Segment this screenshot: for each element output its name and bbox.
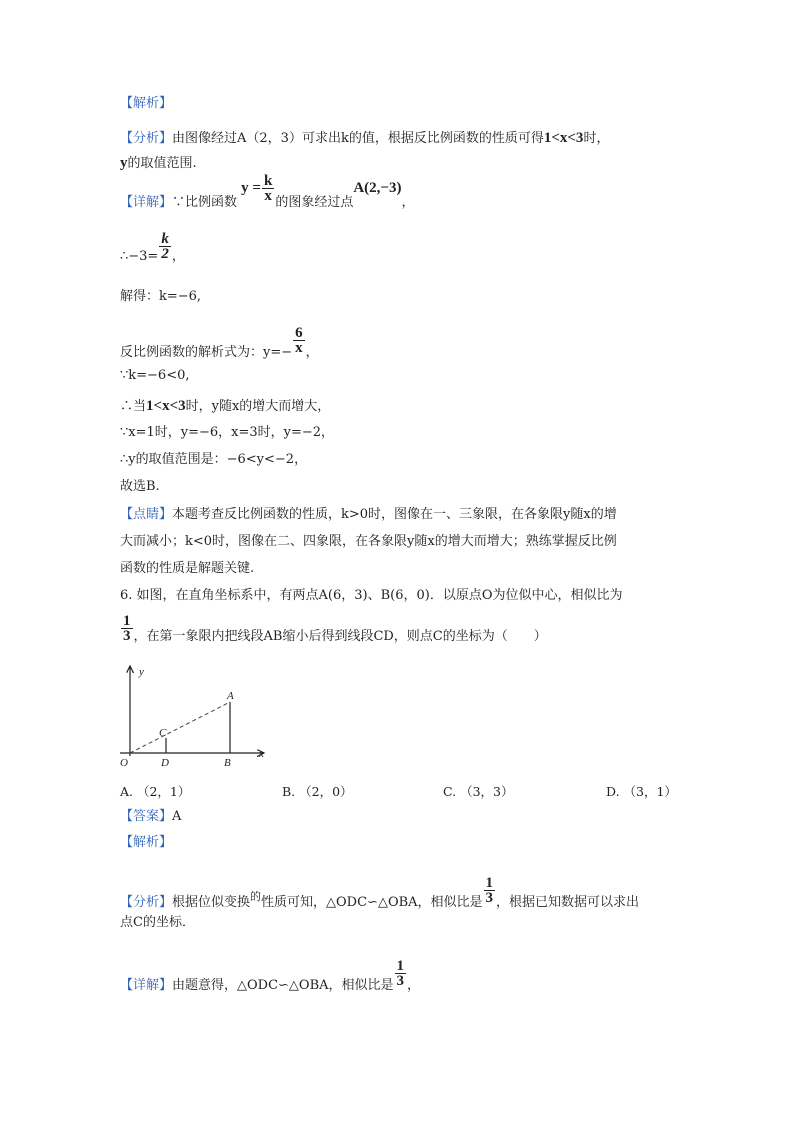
step-text: ∴y的取值范围是：−6<y<−2， <box>120 452 308 467</box>
step-line-7 <box>120 451 307 469</box>
analysis-superscript: 的 <box>250 890 262 903</box>
detail-text-mid: 的图象经过点 <box>275 195 354 210</box>
step-text: ∴当 <box>120 399 147 414</box>
fraction-denominator: x <box>295 340 303 356</box>
fraction-numerator: 1 <box>396 958 405 974</box>
step-text: ∵x=1时，y=−6，x=3时，y=−2， <box>120 425 335 440</box>
origin-label: O <box>120 757 128 769</box>
step-line-1 <box>120 231 185 271</box>
analysis-tag: 【解析】 <box>120 835 173 850</box>
k-over-2-fraction <box>159 232 171 261</box>
choice-text: 故选B. <box>120 479 160 494</box>
q6-detail-line <box>120 958 421 1000</box>
point-c-label: C <box>159 727 167 739</box>
fraction-denominator: 3 <box>396 973 405 989</box>
comment-text: 大而减小；k<0时，图像在二、四象限，在各象限y随x的增大而增大；熟练掌握反比例 <box>120 534 617 549</box>
xiangjie-tag: 【详解】 <box>120 195 173 210</box>
comment-text: 本题考查反比例函数的性质，k>0时，图像在一、三象限，在各象限y随x的增 <box>172 507 617 522</box>
k-over-x-fraction <box>262 174 274 203</box>
detail-text-end: ， <box>407 978 421 993</box>
step-text: ∵k=−6<0, <box>120 368 190 383</box>
comment-text: 函数的性质是解题关键. <box>120 561 255 576</box>
fraction-denominator: 3 <box>485 890 494 906</box>
range-expression: 1<x<3 <box>543 130 584 146</box>
point-a-label: A <box>227 690 234 702</box>
step-text-end: 时，y随x的增大而增大， <box>185 399 331 414</box>
detail-text-end: ， <box>401 195 415 210</box>
step-text-end: ， <box>171 249 185 264</box>
point-b-label: B <box>224 757 231 769</box>
option-a: A. （2，1） <box>120 784 191 799</box>
comment-line-1 <box>120 506 617 524</box>
ratio-fraction <box>484 876 496 905</box>
six-over-x-fraction <box>293 326 305 355</box>
answer-line <box>120 808 181 826</box>
step-line-4 <box>120 367 190 385</box>
detail-text: ∵比例函数 <box>172 195 238 210</box>
analysis-text-mid: 性质可知，△ODC∽△OBA，相似比是 <box>261 895 483 910</box>
analysis-text-end: ，根据已知数据可以求出 <box>496 895 640 910</box>
question-text: ，在第一象限内把线段AB缩小后得到线段CD，则点C的坐标为（ ） <box>133 629 547 644</box>
y-variable: y <box>120 155 128 171</box>
analysis-text-tail: 时， <box>583 131 610 146</box>
question-text: 6. 如图，在直角坐标系中，有两点A(6，3)、B(6，0)．以原点O为位似中心，相似比为 <box>120 588 623 603</box>
option-d: D. （3，1） <box>606 784 677 799</box>
step-text: ∴−3= <box>120 249 159 264</box>
step-line-5 <box>120 397 330 416</box>
analysis-tag: 【解析】 <box>120 96 173 111</box>
fenxi-tag: 【分析】 <box>120 131 173 146</box>
y-axis-label: y <box>139 666 144 678</box>
ratio-fraction <box>395 959 407 988</box>
comment-line-3 <box>120 560 254 578</box>
x-axis-label: x <box>259 748 264 760</box>
answer-tag: 【答案】 <box>120 809 173 824</box>
analysis-heading-2 <box>120 834 172 852</box>
step-line-2 <box>120 288 201 306</box>
q6-analysis-line-1 <box>120 875 640 917</box>
fraction-numerator: 6 <box>295 325 303 341</box>
xiangjie-tag: 【详解】 <box>120 978 173 993</box>
analysis-heading <box>120 95 172 113</box>
comment-line-2 <box>120 533 617 551</box>
step-line-8 <box>120 478 160 496</box>
fraction-denominator: x <box>264 188 272 204</box>
analysis-text: 由图像经过A（2，3）可求出k的值，根据反比例函数的性质可得 <box>172 131 544 146</box>
question-6-stem-line-1 <box>120 587 623 605</box>
fraction-numerator: 1 <box>123 613 131 629</box>
step-line-3 <box>120 325 319 367</box>
option-b: B. （2，0） <box>282 784 353 799</box>
step-line-6 <box>120 424 334 442</box>
fenxi-tag: 【分析】 <box>120 895 173 910</box>
analysis-text: 点C的坐标． <box>120 915 195 930</box>
option-c: C. （3，3） <box>443 784 514 799</box>
ratio-fraction <box>121 614 133 643</box>
fraction-numerator: k <box>161 231 169 247</box>
detail-text: 由题意得，△ODC∽△OBA，相似比是 <box>172 978 394 993</box>
point-d-label: D <box>161 757 169 769</box>
analysis-paragraph-line-2 <box>120 154 197 173</box>
point-a: A(2,−3) <box>353 180 402 196</box>
coordinate-figure <box>118 660 278 772</box>
dashed-line-oa <box>130 702 230 753</box>
analysis-paragraph-line-1 <box>120 129 609 148</box>
answer-value: A <box>172 809 182 824</box>
dianjing-tag: 【点睛】 <box>120 507 173 522</box>
analysis-text-end: 的取值范围. <box>127 156 197 171</box>
fraction-denominator: 2 <box>161 246 169 262</box>
function-lhs: y = <box>241 180 261 196</box>
fraction-numerator: 1 <box>485 875 494 891</box>
fraction-denominator: 3 <box>123 628 131 644</box>
analysis-text: 根据位似变换 <box>172 895 251 910</box>
step-text: 解得：k=−6, <box>120 289 202 304</box>
q6-analysis-line-2 <box>120 914 195 932</box>
step-text: 反比例函数的解析式为：y=− <box>120 345 293 360</box>
fraction-numerator: k <box>263 173 273 189</box>
step-text-end: ， <box>305 345 319 360</box>
range-expression: 1<x<3 <box>146 398 186 414</box>
detail-line-1 <box>120 173 415 217</box>
question-6-stem-line-2 <box>120 613 547 651</box>
